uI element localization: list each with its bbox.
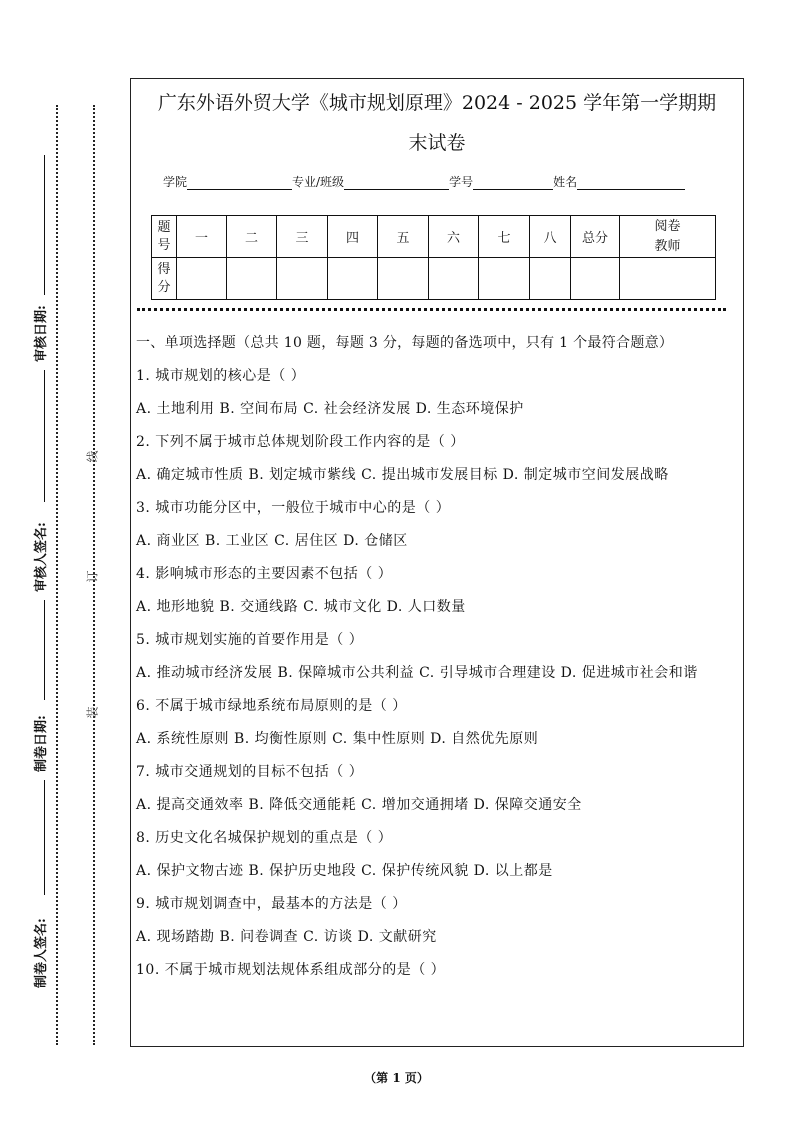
reviewer-sign-label: 审核人签名: (34, 522, 49, 592)
major-field[interactable] (344, 175, 449, 190)
header-cell: 一 (177, 216, 227, 258)
score-cell[interactable] (530, 258, 571, 300)
options-1: A. 土地利用 B. 空间布局 C. 社会经济发展 D. 生态环境保护 (136, 401, 524, 417)
maker-date-line (44, 600, 45, 700)
question-8: 8. 历史文化名城保护规划的重点是（ ） (136, 830, 393, 846)
options-9: A. 现场踏勘 B. 问卷调查 C. 访谈 D. 文献研究 (136, 929, 437, 945)
options-4: A. 地形地貌 B. 交通线路 C. 城市文化 D. 人口数量 (136, 599, 466, 615)
score-cell[interactable] (479, 258, 530, 300)
header-cell: 五 (378, 216, 429, 258)
reviewer-sign-line (44, 370, 45, 502)
score-cell[interactable] (177, 258, 227, 300)
question-5: 5. 城市规划实施的首要作用是（ ） (136, 632, 364, 648)
header-cell: 三 (277, 216, 328, 258)
header-cell: 二 (227, 216, 277, 258)
header-cell: 六 (429, 216, 479, 258)
reviewer-date-label: 审核日期: (34, 305, 49, 362)
question-4: 4. 影响城市形态的主要因素不包括（ ） (136, 566, 393, 582)
header-cell: 八 (530, 216, 571, 258)
header-cell: 题号 (152, 216, 177, 258)
score-cell[interactable] (378, 258, 429, 300)
college-label: 学院 (163, 175, 188, 189)
header-cell: 总分 (571, 216, 620, 258)
question-1: 1. 城市规划的核心是（ ） (136, 368, 306, 384)
section-heading: 一、单项选择题（总共 10 题，每题 3 分，每题的备选项中，只有 1 个最符合题意） (136, 335, 674, 351)
question-7: 7. 城市交通规划的目标不包括（ ） (136, 764, 364, 780)
options-7: A. 提高交通效率 B. 降低交通能耗 C. 增加交通拥堵 D. 保障交通安全 (136, 797, 582, 813)
score-table (151, 215, 716, 300)
question-3: 3. 城市功能分区中，一般位于城市中心的是（ ） (136, 500, 451, 516)
score-header-row (152, 216, 716, 258)
question-6: 6. 不属于城市绿地系统布局原则的是（ ） (136, 698, 407, 714)
question-9: 9. 城市规划调查中，最基本的方法是（ ） (136, 896, 407, 912)
options-8: A. 保护文物古迹 B. 保护历史地段 C. 保护传统风貌 D. 以上都是 (136, 863, 553, 879)
student-info (163, 173, 685, 190)
exam-title-line2: 末试卷 (408, 132, 466, 154)
score-cell[interactable] (277, 258, 328, 300)
options-5: A. 推动城市经济发展 B. 保障城市公共利益 C. 引导城市合理建设 D. 促进城市社会和谐 (136, 665, 698, 681)
maker-sign-label: 制卷人签名: (34, 918, 49, 988)
maker-date-label: 制卷日期: (34, 715, 49, 772)
score-cell[interactable] (328, 258, 378, 300)
score-cell[interactable] (227, 258, 277, 300)
score-cell[interactable] (429, 258, 479, 300)
page-number: （第 1 页） (364, 1071, 429, 1085)
name-label: 姓名 (553, 175, 578, 189)
student-id-field[interactable] (473, 175, 553, 190)
score-cell[interactable] (571, 258, 620, 300)
separator-dots (137, 308, 726, 311)
student-id-label: 学号 (449, 175, 474, 189)
header-cell: 七 (479, 216, 530, 258)
name-field[interactable] (577, 175, 685, 190)
bind-char-ding: 订 (85, 570, 100, 583)
options-3: A. 商业区 B. 工业区 C. 居住区 D. 仓储区 (136, 533, 408, 549)
header-cell (620, 216, 716, 258)
score-cell[interactable] (620, 258, 716, 300)
options-2: A. 确定城市性质 B. 划定城市紫线 C. 提出城市发展目标 D. 制定城市空间发展战略 (136, 467, 669, 483)
bind-char-xian: 线 (85, 450, 100, 463)
question-area (136, 333, 741, 993)
exam-title-line1: 广东外语外贸大学《城市规划原理》2024 - 2025 学年第一学期期 (157, 92, 717, 114)
college-field[interactable] (187, 175, 292, 190)
question-10: 10. 不属于城市规划法规体系组成部分的是（ ） (136, 962, 446, 978)
score-row (152, 258, 716, 300)
score-label-cell: 得分 (152, 258, 177, 300)
question-2: 2. 下列不属于城市总体规划阶段工作内容的是（ ） (136, 434, 465, 450)
major-label: 专业/班级 (292, 175, 345, 189)
binding-dotted-line-outer (56, 105, 58, 1045)
header-cell: 四 (328, 216, 378, 258)
bind-char-zhuang: 装 (85, 706, 100, 719)
reviewer-date-line (44, 155, 45, 295)
options-6: A. 系统性原则 B. 均衡性原则 C. 集中性原则 D. 自然优先原则 (136, 731, 539, 747)
maker-sign-line (44, 780, 45, 895)
grader-label: 阅卷教师 (654, 218, 681, 254)
